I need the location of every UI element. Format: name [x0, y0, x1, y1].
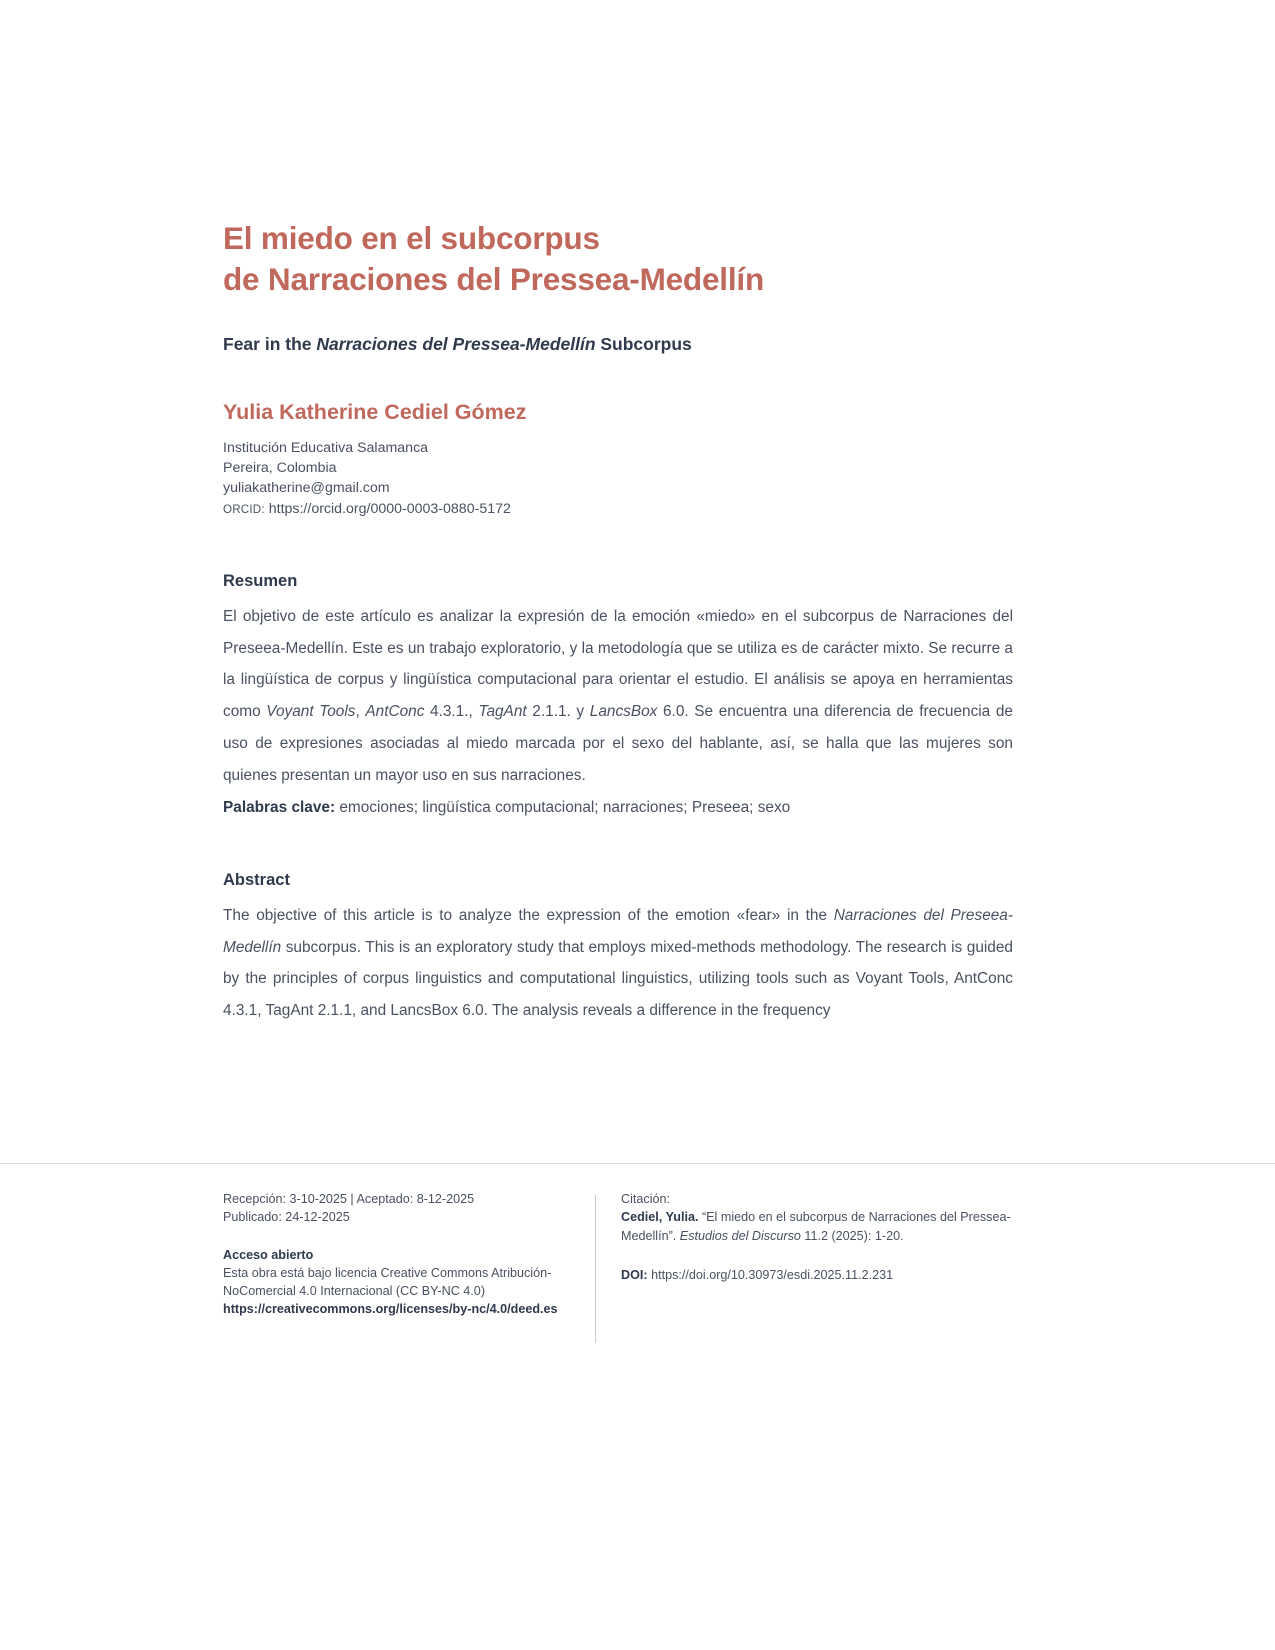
published-date: Publicado: 24-12-2025 — [223, 1210, 350, 1225]
doi-label: DOI: — [621, 1267, 648, 1282]
citation-author: Cediel, Yulia. — [621, 1210, 699, 1225]
citation-label: Citación: — [621, 1192, 670, 1206]
page-title — [223, 218, 1013, 301]
doi-line — [621, 1266, 1013, 1284]
doi-url[interactable]: https://doi.org/10.30973/esdi.2025.11.2.231 — [647, 1267, 894, 1282]
author-orcid[interactable] — [223, 499, 1013, 519]
subtitle-after: Subcorpus — [595, 333, 692, 354]
citation-title: “El miedo en el subcorpus de Narraciones del Pressea-Medellín”. — [621, 1210, 1011, 1243]
title-line-2: de Narraciones del Pressea-Medellín — [223, 261, 764, 298]
license-statement — [223, 1264, 585, 1319]
english-subtitle — [223, 333, 1013, 357]
resumen-heading: Resumen — [223, 571, 298, 590]
keywords-label: Palabras clave: — [223, 799, 336, 817]
page-footer — [223, 1190, 1013, 1343]
resumen-text: El objetivo de este artículo es analizar la expresión de la emoción «miedo» en el subcorpus de Narraciones del Preseea-Medellín. Este es un trabajo exploratorio, y la metodología que se utiliza es de carácter mixto. Se recurre a la lingüística de corpus y lingüística computacional para orientar el estudio. El análisis se apoya en herramientas como Voyant Tools, AntConc 4.3.1., TagAnt 2.1.1. y LancsBox 6.0. Se encuentra una diferencia de frecuencia de uso de expresiones asociadas al miedo marcada por el sexo del hablante, así, se halla que las mujeres son quienes presentan un mayor uso en sus narraciones. — [223, 607, 1013, 785]
license-url[interactable]: https://creativecommons.org/licenses/by-nc/4.0/deed.es — [223, 1302, 558, 1317]
license-text: Esta obra está bajo licencia Creative Commons Atribución-NoComercial 4.0 Internacional (CC BY-NC 4.0) — [223, 1265, 552, 1298]
author-name: Yulia Katherine Cediel Gómez — [223, 400, 527, 425]
article-content — [223, 218, 1013, 1027]
affiliation-city: Pereira, Colombia — [223, 460, 337, 477]
abstract-text: The objective of this article is to analyze the expression of the emotion «fear» in the Narraciones del Preseea-Medellín subcorpus. This is an exploratory study that employs mixed-methods methodology. The research is guided by the principles of corpus linguistics and computational linguistics, utilizing tools such as Voyant Tools, AntConc 4.3.1, TagAnt 2.1.1, and LancsBox 6.0. The analysis reveals a difference in the frequency — [223, 906, 1013, 1020]
footer-right-column — [596, 1190, 1013, 1284]
author-email[interactable]: yuliakatherine@gmail.com — [223, 480, 390, 497]
abstract-heading: Abstract — [223, 870, 290, 889]
subtitle-italic: Narraciones del Pressea-Medellín — [316, 333, 596, 354]
citation-text — [621, 1208, 1013, 1245]
affiliation-institution: Institución Educativa Salamanca — [223, 440, 429, 457]
citation-details: 11.2 (2025): 1-20. — [800, 1228, 904, 1243]
orcid-url[interactable]: https://orcid.org/0000-0003-0880-5172 — [268, 500, 511, 517]
keywords-value: emociones; lingüística computacional; narraciones; Preseea; sexo — [335, 799, 791, 817]
author-affiliation — [223, 438, 1013, 519]
orcid-label: ORCID: — [223, 502, 265, 516]
title-line-1: El miedo en el subcorpus — [223, 220, 600, 256]
open-access-heading: Acceso abierto — [223, 1247, 314, 1262]
citation-journal: Estudios del Discurso — [679, 1228, 801, 1243]
reception-date: Recepción: 3-10-2025 | Aceptado: 8-12-2025 — [223, 1192, 475, 1206]
footer-left-column — [223, 1190, 595, 1319]
keywords-line — [223, 796, 1013, 821]
footer-divider-rule — [0, 1163, 1275, 1164]
subtitle-before: Fear in the — [223, 333, 317, 354]
publication-dates — [223, 1190, 585, 1227]
